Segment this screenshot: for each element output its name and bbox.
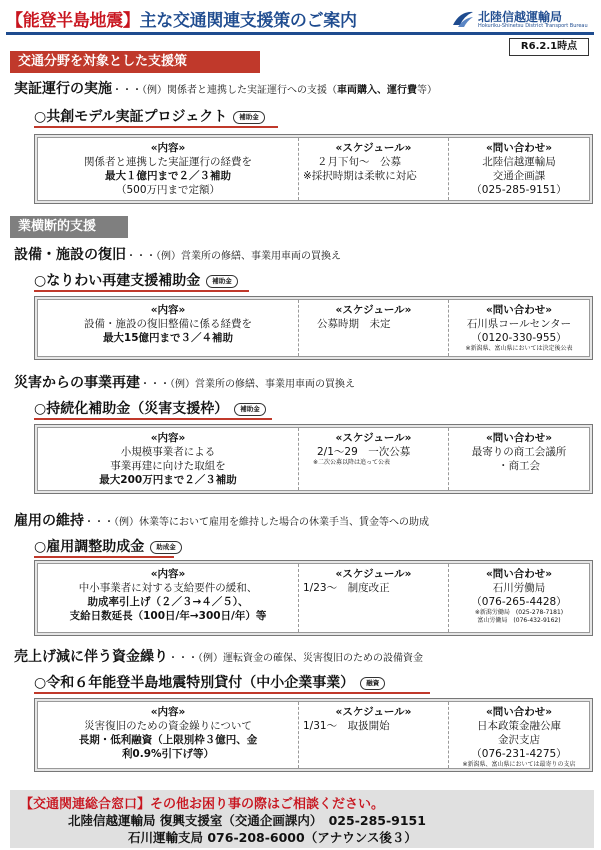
schedule-line: ※採択時期は柔軟に対応: [303, 170, 417, 182]
program-badge: 補助金: [234, 403, 266, 416]
contact-line: 日本政策金融公庫: [477, 720, 561, 732]
contact-line: 石川労働局: [492, 582, 546, 594]
program-title: [34, 398, 266, 418]
content-line: 中小事業者に対する支給要件の緩和、: [78, 582, 258, 594]
content-line: 最大200万円まで２／３補助: [99, 474, 237, 486]
contact-line: （0120-330-955）: [471, 332, 567, 344]
program-name: ○持続化補助金（災害支援枠）: [34, 401, 229, 417]
program-title: [34, 536, 182, 556]
content-line: （500万円まで定額）: [115, 184, 221, 196]
program-underline: [34, 126, 278, 128]
contact-header: «問い合わせ»: [485, 568, 553, 580]
content-header: «内容»: [150, 142, 186, 154]
content-column: [38, 428, 298, 490]
schedule-column: [298, 300, 448, 356]
schedule-line: 2/1～29 一次公募: [317, 446, 411, 458]
contact-column: [448, 702, 589, 768]
contact-note: 富山労働局 (076-432-9162): [477, 617, 561, 624]
schedule-column: [298, 564, 448, 632]
schedule-line: 1/31～ 取扱開始: [303, 720, 390, 732]
contact-column: [448, 138, 589, 200]
bureau-logo-icon: [452, 10, 474, 28]
content-column: [38, 702, 298, 768]
measure-title: [14, 244, 341, 264]
measure-example: （例）休業等において雇用を維持した場合の休業手当、賃金等への助成: [114, 517, 429, 528]
schedule-column: [298, 428, 448, 490]
content-line: 助成率引上げ（２／３→４／５）、: [87, 596, 249, 608]
contact-window-line: 石川運輸支局 076-208-6000（アナウンス後３）: [128, 830, 417, 845]
program-badge: 助成金: [150, 541, 182, 554]
info-box: [34, 698, 593, 772]
content-header: «内容»: [150, 432, 186, 444]
program-badge: 補助金: [233, 111, 265, 124]
program-title: [34, 106, 265, 126]
measure-heading: 実証運行の実施: [14, 81, 112, 97]
info-box: [34, 424, 593, 494]
contact-header: «問い合わせ»: [485, 706, 553, 718]
schedule-line: ２月下旬～ 公募: [317, 156, 401, 168]
program-name: ○なりわい再建支援補助金: [34, 273, 201, 289]
program-title: [34, 270, 238, 290]
content-line: 最大15億円まで３／４補助: [102, 332, 234, 344]
contact-header: «問い合わせ»: [485, 432, 553, 444]
measure-title: [14, 78, 437, 98]
measure-example: （例）営業所の修繕、事業用車両の買換え: [156, 251, 341, 262]
content-header: «内容»: [150, 706, 186, 718]
contact-note: ※新潟県、富山県においては最寄りの支店: [462, 761, 576, 768]
contact-line: ・商工会: [498, 460, 540, 472]
contact-column: [448, 300, 589, 356]
schedule-header: «スケジュール»: [335, 304, 412, 316]
measure-example-bold: 車両購入、運行費: [337, 85, 417, 96]
measure-title: [14, 646, 423, 666]
bureau-logo: [452, 8, 597, 32]
page-title: [6, 6, 357, 31]
content-column: [38, 300, 298, 356]
program-name: ○共創モデル実証プロジェクト: [34, 109, 228, 125]
date-badge: R6.2.1時点: [509, 38, 589, 56]
measure-heading: 災害からの事業再建: [14, 375, 140, 391]
contact-header: «問い合わせ»: [485, 142, 553, 154]
contact-line: 金沢支店: [498, 734, 540, 746]
contact-line: 交通企画課: [492, 170, 546, 182]
schedule-header: «スケジュール»: [335, 706, 412, 718]
schedule-note: ※二次公募以降は追って公表: [313, 459, 391, 466]
dots: ・・・: [168, 653, 198, 664]
content-column: [38, 138, 298, 200]
dots: ・・・: [126, 251, 156, 262]
measure-heading: 雇用の維持: [14, 513, 84, 529]
content-line: 災害復旧のための資金繰りについて: [84, 720, 252, 732]
content-line: 長期・低利融資（上限別枠３億円、金: [78, 734, 258, 746]
schedule-column: [298, 702, 448, 768]
contact-note: ※新潟労働局 (025-278-7181): [474, 609, 564, 616]
content-line: 事業再建に向けた取組を: [110, 460, 226, 472]
schedule-header: «スケジュール»: [335, 142, 412, 154]
program-underline: [34, 556, 174, 558]
content-line: 最大１億円まで２／３補助: [105, 170, 231, 182]
contact-line: （025-285-9151）: [471, 184, 567, 196]
info-box: [34, 134, 593, 204]
program-badge: 補助金: [206, 275, 238, 288]
contact-column: [448, 564, 589, 632]
schedule-header: «スケジュール»: [335, 568, 412, 580]
contact-header: «問い合わせ»: [485, 304, 553, 316]
contact-line: 最寄りの商工会議所: [471, 446, 567, 458]
program-underline: [34, 290, 249, 292]
schedule-line: 1/23～ 制度改正: [303, 582, 390, 594]
section-cross-industry: 業横断的支援: [10, 216, 128, 238]
dots: ・・・: [84, 517, 114, 528]
program-name: ○令和６年能登半島地震特別貸付（中小企業事業）: [34, 675, 355, 691]
program-underline: [34, 418, 272, 420]
title-text: 主な交通関連支援策のご案内: [139, 11, 357, 31]
program-name: ○雇用調整助成金: [34, 539, 145, 555]
contact-line: 石川県コールセンター: [466, 318, 572, 330]
schedule-column: [298, 138, 448, 200]
content-line: 関係者と連携した実証運行の経費を: [84, 156, 252, 168]
content-line: 利0.9%引下げ等）: [121, 748, 215, 760]
content-line: 小規模事業者による: [120, 446, 216, 458]
measure-example: （例）営業所の修繕、事業用車両の買換え: [170, 379, 355, 390]
dots: ・・・: [140, 379, 170, 390]
contact-note: ※新潟県、富山県においては決定後公表: [465, 345, 573, 352]
measure-heading: 設備・施設の復旧: [14, 247, 126, 263]
contact-line: （076-265-4428）: [471, 596, 567, 608]
content-header: «内容»: [150, 304, 186, 316]
dots: ・・・: [112, 85, 142, 96]
measure-example: （例）関係者と連携した実証運行への支援（: [142, 85, 337, 96]
info-box: [34, 296, 593, 360]
info-box: [34, 560, 593, 636]
contact-window-title: 【交通関連総合窓口】その他お困り事の際はご相談ください。: [20, 797, 385, 812]
program-badge: 融資: [360, 677, 385, 690]
title-underline: [6, 32, 594, 35]
content-line: 設備・施設の復旧整備に係る経費を: [84, 318, 252, 330]
title-bracket: 【能登半島地震】: [6, 11, 140, 31]
measure-heading: 売上げ減に伴う資金繰り: [14, 649, 168, 665]
contact-line: 北陸信越運輸局: [482, 156, 556, 168]
contact-window-line: 北陸信越運輸局 復興支援室（交通企画課内） 025-285-9151: [68, 813, 426, 828]
schedule-line: 公募時期 未定: [317, 318, 391, 330]
measure-example-end: 等）: [417, 85, 437, 96]
measure-title: [14, 372, 355, 392]
program-underline: [34, 692, 430, 694]
logo-name: 北陸信越運輸局: [478, 10, 563, 24]
section-transport: 交通分野を対象とした支援策: [10, 51, 260, 73]
contact-line: （076-231-4275）: [471, 748, 567, 760]
content-header: «内容»: [150, 568, 186, 580]
measure-example: （例）運転資金の確保、災害復旧のための設備資金: [198, 653, 423, 664]
measure-title: [14, 510, 429, 530]
program-title: [34, 672, 385, 692]
contact-window-box: [10, 790, 594, 848]
logo-subtitle: Hokuriku-Shinetsu District Transport Bureau: [478, 23, 588, 29]
schedule-header: «スケジュール»: [335, 432, 412, 444]
contact-column: [448, 428, 589, 490]
content-column: [38, 564, 298, 632]
content-line: 支給日数延長（100日/年→300日/年）等: [69, 610, 267, 622]
